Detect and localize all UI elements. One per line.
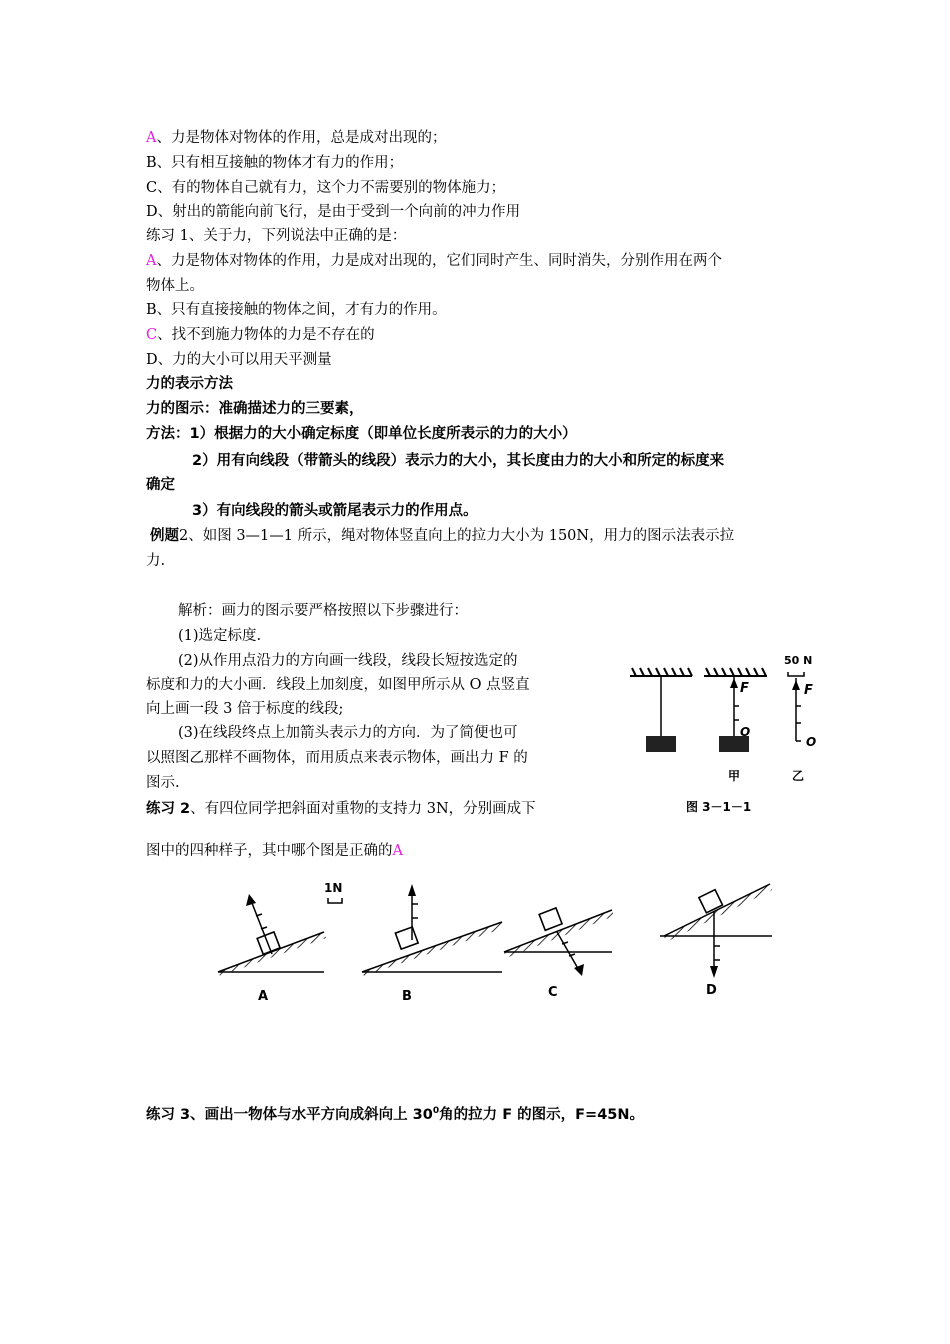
label-a: A bbox=[258, 989, 269, 1004]
exercise-3-line bbox=[146, 1101, 644, 1125]
label-o-yi: O bbox=[806, 735, 817, 749]
line-text: 、找不到施力物体的力是不存在的 bbox=[157, 327, 375, 343]
example-2-cont: 力. bbox=[146, 553, 166, 569]
line-text: 、有四位同学把斜面对重物的支持力 3N，分别画成下 bbox=[190, 801, 536, 817]
degree-superscript: 0 bbox=[432, 1106, 440, 1116]
label-o-jia: O bbox=[740, 725, 751, 739]
solution-line: 以照图乙那样不画物体，而用质点来表示物体，画出力 F 的 bbox=[146, 750, 528, 766]
exercise-2-line bbox=[146, 799, 536, 819]
label-yi: 乙 bbox=[792, 769, 805, 783]
line-option-c-1: C、有的物体自己就有力，这个力不需要别的物体施力； bbox=[146, 180, 506, 196]
incline-figures bbox=[212, 872, 787, 1012]
incline-b bbox=[362, 884, 504, 1004]
exercise-label: 练习 2 bbox=[146, 801, 191, 817]
line-option-b-1: B、只有相互接触的物体才有力的作用； bbox=[146, 155, 404, 171]
exercise-2-cont bbox=[146, 841, 403, 861]
figure-caption: 图 3－1－1 bbox=[686, 800, 752, 814]
example-label: 例题 bbox=[150, 528, 179, 544]
section-heading: 力的表示方法 bbox=[146, 376, 233, 392]
line-option-c-2 bbox=[146, 325, 375, 345]
line-text: 2、如图 3—1—1 所示，绳对物体竖直向上的拉力大小为 150N，用力的图示法表示拉 bbox=[179, 528, 735, 544]
solution-line: (3)在线段终点上加箭头表示力的方向．为了简便也可 bbox=[178, 725, 518, 741]
incline-d bbox=[660, 884, 772, 998]
line-option-a-1 bbox=[146, 128, 446, 148]
solution-line: (1)选定标度. bbox=[178, 628, 262, 644]
scale-bar-1n bbox=[328, 898, 342, 903]
option-marker: A bbox=[146, 253, 157, 269]
line-text: 、力是物体对物体的作用，力是成对出现的，它们同时产生、同时消失，分别作用在两个 bbox=[156, 253, 722, 269]
arrowhead-jia bbox=[730, 678, 738, 688]
bold-line: 2）用有向线段（带箭头的线段）表示力的大小，其长度由力的大小和所定的标度来 bbox=[192, 453, 725, 469]
scale-bar bbox=[788, 672, 804, 676]
exercise-1-title: 练习 1、关于力，下列说法中正确的是： bbox=[146, 228, 407, 244]
line-option-d-2: D、力的大小可以用天平测量 bbox=[146, 352, 332, 368]
example-2-line bbox=[150, 526, 734, 546]
arrowhead-yi bbox=[792, 680, 800, 690]
exercise-label: 练习 3、画出一物体与水平方向成斜向上 30 bbox=[146, 1106, 433, 1123]
solution-line: 解析：画力的图示要严格按照以下步骤进行： bbox=[178, 603, 468, 619]
label-f-yi: F bbox=[804, 683, 813, 698]
solution-line: 向上画一段 3 倍于标度的线段; bbox=[146, 701, 344, 717]
line-text: 图中的四种样子，其中哪个图是正确的 bbox=[146, 843, 393, 859]
label-b: B bbox=[402, 989, 412, 1004]
block-b bbox=[395, 927, 418, 949]
label-d: D bbox=[706, 983, 717, 998]
line-option-a-2 bbox=[146, 251, 722, 271]
block-c bbox=[539, 908, 562, 930]
solution-line: 图示. bbox=[146, 775, 180, 791]
answer-marker: A bbox=[392, 843, 403, 859]
scale-label-1n: 1N bbox=[324, 881, 343, 895]
bold-line: 3）有向线段的箭头或箭尾表示力的作用点。 bbox=[192, 503, 478, 519]
line-text: 角的拉力 F 的图示，F=45N。 bbox=[439, 1106, 645, 1123]
incline-c bbox=[504, 908, 614, 1000]
scale-label: 50 N bbox=[784, 654, 813, 667]
ceiling-middle bbox=[704, 668, 767, 676]
solution-line: 标度和力的大小画．线段上加刻度，如图甲所示从 O 点竖直 bbox=[146, 677, 530, 693]
block-left bbox=[646, 736, 676, 752]
line-continuation: 物体上。 bbox=[146, 278, 204, 294]
incline-a bbox=[218, 881, 342, 1004]
label-f-jia: F bbox=[740, 681, 749, 696]
bold-line: 方法：1）根据力的大小确定标度（即单位长度所表示的力的大小） bbox=[146, 426, 577, 442]
line-option-b-2: B、只有直接接触的物体之间，才有力的作用。 bbox=[146, 302, 447, 318]
line-text: 、力是物体对物体的作用，总是成对出现的； bbox=[156, 130, 447, 146]
bold-line: 力的图示：准确描述力的三要素， bbox=[146, 401, 364, 417]
bold-line: 确定 bbox=[146, 477, 175, 493]
option-marker: A bbox=[146, 130, 157, 146]
solution-line: (2)从作用点沿力的方向画一线段，线段长短按选定的 bbox=[178, 653, 518, 669]
label-jia: 甲 bbox=[728, 769, 741, 783]
label-c: C bbox=[548, 985, 558, 1000]
ceiling-left bbox=[630, 668, 692, 676]
option-marker: C bbox=[146, 327, 158, 343]
figure-3-1-1 bbox=[622, 648, 832, 818]
line-option-d-1: D、射出的箭能向前飞行，是由于受到一个向前的冲力作用 bbox=[146, 204, 521, 220]
